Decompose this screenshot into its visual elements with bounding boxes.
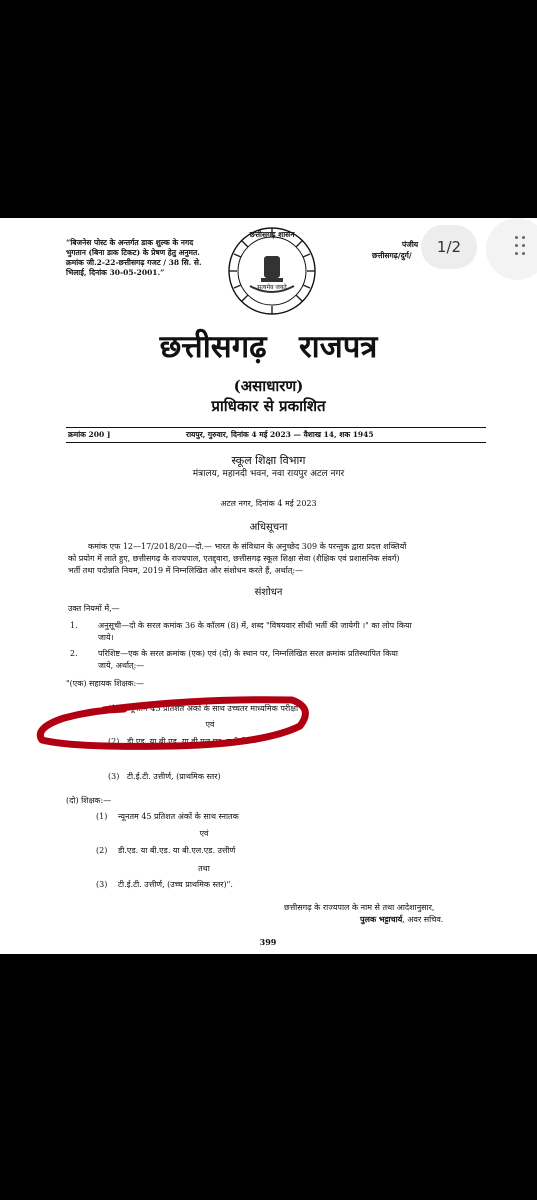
item2-number: 2. bbox=[70, 649, 78, 658]
gazette-subtitle: (असाधारण) bbox=[233, 377, 304, 395]
issue-number: क्रमांक 200 ] bbox=[68, 430, 111, 439]
registration-note-line1: पंजीय bbox=[402, 240, 419, 249]
para1-line1: कमांक एफ 12—17/2018/20—दो.— भारत के संविधान के अनुच्छेद 309 के परन्तुक द्वारा प्रदत्त शक्तियों bbox=[88, 542, 407, 551]
teacher-qualification-1: न्यूनतम 45 प्रतिशत अंकों के साथ स्नातक bbox=[118, 812, 239, 821]
and-connector-a: एवं bbox=[205, 720, 215, 729]
teacher-qualification-2: डी.एड. या बी.एड. या बी.एल.एड. उत्तीर्ण bbox=[118, 846, 236, 855]
signer-title: , अवर सचिव. bbox=[402, 915, 444, 924]
postal-permit-note: “बिजनेस पोस्ट के अन्तर्गत डाक शुल्क के नगद भुगतान (बिना डाक टिकट) के प्रेषण हेतु अनुमत. क्रमांक जी.2-22-छत्तीसगढ़ गजट / 38 सि. से. भिलाई, दिनांक 30-05-2001.” bbox=[66, 238, 202, 277]
issue-date: रायपुर, गुरुवार, दिनांक 4 मई 2023 — वैशाख 14, शक 1945 bbox=[186, 430, 374, 439]
amendment-heading: संशोधन bbox=[254, 587, 283, 598]
registration-note-line2: छत्तीसगढ़/दुर्ग/ bbox=[372, 251, 412, 260]
seal-motto: सत्यमेव जयते bbox=[257, 284, 287, 291]
page-indicator[interactable]: 1/2 bbox=[421, 225, 477, 269]
para1-line3: भर्ती तथा पदोन्नति नियम, 2019 में निम्नलिखित और संशोधन करते हैं, अर्थात्:— bbox=[68, 566, 304, 575]
seal-top-text: छत्तीसगढ़ शासन bbox=[249, 230, 295, 239]
teacher-item3-number: (3) bbox=[96, 880, 108, 889]
assistant-teacher-qualification-2: (2) डी.एड. या बी.एड. या बी.एल.एड. उत्तीर्ण bbox=[108, 737, 245, 746]
department-name: स्कूल शिक्षा विभाग bbox=[231, 454, 306, 467]
department-address: मंत्रालय, महानदी भवन, नवा रायपुर अटल नगर bbox=[192, 469, 345, 479]
place-date: अटल नगर, दिनांक 4 मई 2023 bbox=[220, 499, 317, 508]
notification-heading: अधिसूचना bbox=[249, 522, 288, 533]
grid-dots-icon[interactable] bbox=[515, 236, 529, 258]
signoff-line: छत्तीसगढ़ के राज्यपाल के नाम से तथा आदेशानुसार, bbox=[284, 903, 435, 912]
gazette-page bbox=[0, 218, 537, 954]
signer-name: पुलक भट्टाचार्य bbox=[360, 914, 403, 924]
gazette-title: छत्तीसगढ़ राजपत्र bbox=[159, 329, 378, 365]
item1-line1: अनुसूची—दो के सरल कमांक 36 के कॉलम (8) में, शब्द "विषयवार सीधी भर्ती की जायेगी ।" का लोप किया bbox=[98, 621, 412, 630]
gazette-authority: प्राधिकार से प्रकाशित bbox=[211, 397, 326, 415]
and-connector-b: एवं bbox=[199, 829, 209, 838]
signature-block bbox=[360, 914, 443, 925]
item2-line2: जाये, अर्थात्:— bbox=[98, 661, 145, 670]
teacher-qualification-3: टी.ई.टी. उत्तीर्ण, (उच्च प्राथमिक स्तर)". bbox=[118, 880, 233, 889]
para1-line2: को प्रयोग में लाते हुए, छत्तीसगढ़ के राज्यपाल, एतद्द्वारा, छत्तीसगढ़ स्कूल शिक्षा सेवा (शैक्षिक एवं प्रशासनिक संवर्ग) bbox=[68, 554, 400, 563]
page-number: 399 bbox=[259, 937, 277, 947]
assistant-teacher-qualification-3: (3) टी.ई.टी. उत्तीर्ण, (प्राथमिक स्तर) bbox=[108, 772, 221, 781]
rules-intro: उक्त नियमों में,— bbox=[68, 604, 120, 613]
item1-number: 1. bbox=[70, 621, 78, 630]
section-assistant-teacher: "(एक) सहायक शिक्षक:— bbox=[66, 679, 145, 688]
rule-top bbox=[66, 427, 486, 428]
section-teacher: (दो) शिक्षक:— bbox=[66, 796, 112, 805]
also-connector: तथा bbox=[198, 864, 210, 873]
item2-line1: परिशिष्ट—एक के सरल क्रमांक (एक) एवं (दो) के स्थान पर, निम्नलिखित सरल क्रमांक प्रतिस्थापित किया bbox=[98, 649, 398, 658]
teacher-item2-number: (2) bbox=[96, 846, 108, 855]
hand-drawn-highlight-circle bbox=[34, 688, 314, 754]
assistant-teacher-qualification-1: (1) न्यूनतम 45 प्रतिशत अंकों के साथ उच्चतर माध्यमिक परीक्षा bbox=[108, 704, 299, 713]
rule-bottom bbox=[66, 442, 486, 443]
teacher-item1-number: (1) bbox=[96, 812, 108, 821]
item1-line2: जाये। bbox=[98, 633, 114, 642]
